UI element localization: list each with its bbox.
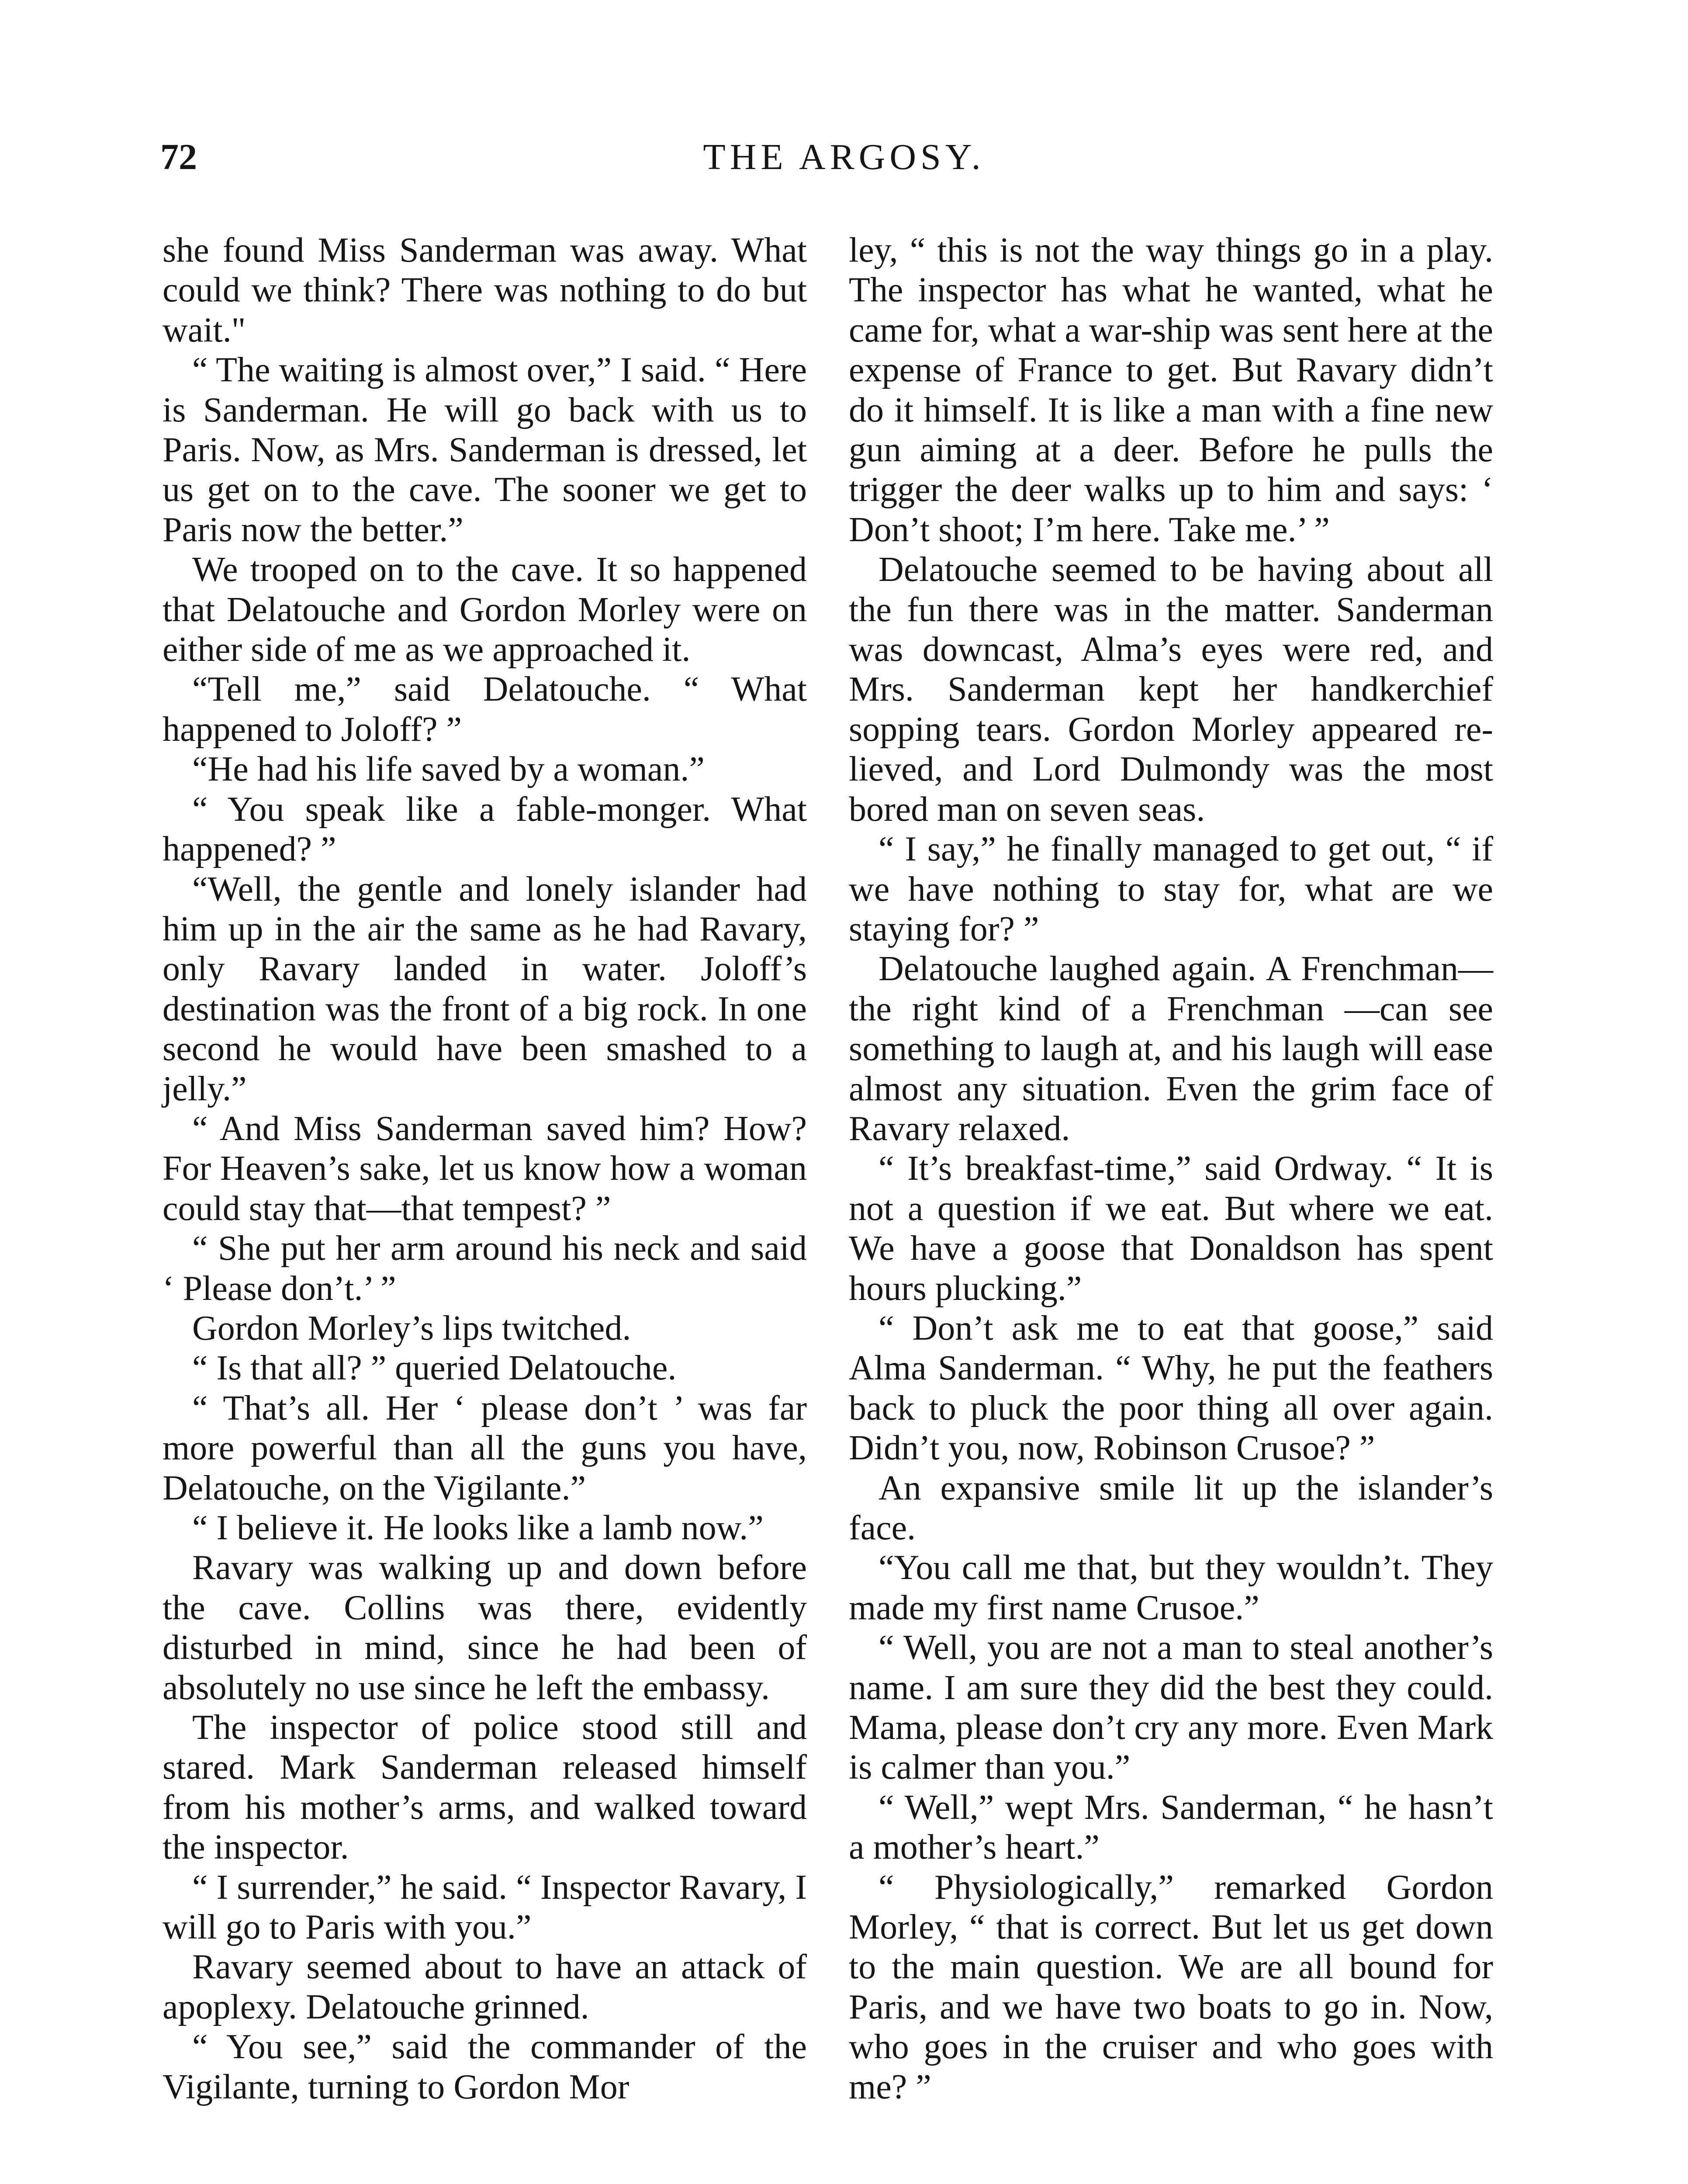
text-column-left xyxy=(163,231,807,2107)
paragraph: “ Well,” wept Mrs. Sanderman, “ he hasn’t a mother’s heart.” xyxy=(849,1788,1493,1867)
paragraph: “ Well, you are not a man to steal another’s name. I am sure they did the best they could. Mama, please don’t cry any more. Even Mark is calmer than you.” xyxy=(849,1628,1493,1787)
paragraph: Delatouche seemed to be having about all the fun there was in the matter. Sanderman was downcast, Alma’s eyes were red, and Mrs. Sanderman kept her handkerchief sopping tears. Gordon Morley appeared relieved, and Lord Dulmondy was the most bored man on seven seas. xyxy=(849,550,1493,829)
paragraph: “ And Miss Sanderman saved him? How? For Heaven’s sake, let us know how a woman could stay that—that tempest? ” xyxy=(163,1109,807,1228)
paragraph: Delatouche laughed again. A Frenchman—the right kind of a Frenchman —can see something to laugh at, and his laugh will ease almost any situation. Even the grim face of Ravary relaxed. xyxy=(849,950,1493,1148)
paragraph: “ I say,” he finally managed to get out, “ if we have nothing to stay for, what are we staying for? ” xyxy=(849,830,1493,948)
paragraph: “ The waiting is almost over,” I said. “ Here is Sanderman. He will go back with us to Paris. Now, as Mrs. Sanderman is dressed, let us get on to the cave. The sooner we get to Paris now the better.” xyxy=(163,351,807,549)
paragraph: “ She put her arm around his neck and said ‘ Please don’t.’ ” xyxy=(163,1229,807,1308)
paragraph: “ Physiologically,” remarked Gordon Morley, “ that is correct. But let us get down to the main question. We are all bound for Paris, and we have two boats to go in. Now, who goes in the cruiser and who goes with me? ” xyxy=(849,1868,1493,2106)
paragraph: “ Is that all? ” queried Delatouche. xyxy=(192,1349,677,1388)
paragraph: Ravary was walking up and down before the cave. Collins was there, evidently disturbed in mind, since he had been of absolutely no use since he left the embassy. xyxy=(163,1548,807,1707)
text-column-right xyxy=(849,231,1493,2107)
paragraph: “You call me that, but they wouldn’t. They made my first name Crusoe.” xyxy=(849,1548,1493,1627)
paragraph: ley, “ this is not the way things go in a play. The inspector has what he wanted, what he came for, what a war-ship was sent here at the expense of France to get. But Ravary didn’t do it himself. It is like a man with a fine new gun aiming at a deer. Before he pulls the trigger the deer walks up to him and says: ‘ Don’t shoot; I’m here. Take me.’ ” xyxy=(849,231,1493,549)
paragraph: “ I surrender,” he said. “ Inspector Ravary, I will go to Paris with you.” xyxy=(163,1868,807,1947)
paragraph: “He had his life saved by a woman.” xyxy=(192,750,705,789)
paragraph: The inspector of police stood still and stared. Mark Sanderman released himself from his mother’s arms, and walked toward the inspector. xyxy=(163,1708,807,1867)
paragraph: “ That’s all. Her ‘ please don’t ’ was far more powerful than all the guns you have, Delatouche, on the Vigilante.” xyxy=(163,1389,807,1507)
paragraph: “ I believe it. He looks like a lamb now.” xyxy=(192,1509,764,1547)
running-head: THE ARGOSY. xyxy=(703,137,985,177)
paragraph: An expansive smile lit up the islander’s face. xyxy=(849,1469,1493,1547)
paragraph: “Well, the gentle and lonely islander had him up in the air the same as he had Ravary, only Ravary landed in water. Joloff’s destination was the front of a big rock. In one second he would have been smashed to a jelly.” xyxy=(163,870,807,1108)
paragraph: We trooped on to the cave. It so happened that Delatouche and Gordon Morley were on either side of me as we approached it. xyxy=(163,550,807,669)
paragraph: Gordon Morley’s lips twitched. xyxy=(192,1309,631,1348)
paragraph: “ Don’t ask me to eat that goose,” said Alma Sanderman. “ Why, he put the feathers back to pluck the poor thing all over again. Didn’t you, now, Robinson Crusoe? ” xyxy=(849,1309,1493,1468)
paragraph: “Tell me,” said Delatouche. “ What happened to Joloff? ” xyxy=(163,670,807,749)
paragraph: she found Miss Sanderman was away. What could we think? There was nothing to do but wait." xyxy=(163,231,807,349)
paragraph: “ You speak like a fable-monger. What happened? ” xyxy=(163,790,807,869)
paragraph: “ You see,” said the commander of the Vigilante, turning to Gordon Mor xyxy=(163,2028,807,2106)
paragraph: “ It’s breakfast-time,” said Ordway. “ It is not a question if we eat. But where we eat. We have a goose that Donaldson has spent hours plucking.” xyxy=(849,1149,1493,1308)
paragraph: Ravary seemed about to have an attack of apoplexy. Delatouche grinned. xyxy=(163,1948,807,2026)
page-number: 72 xyxy=(160,137,197,177)
